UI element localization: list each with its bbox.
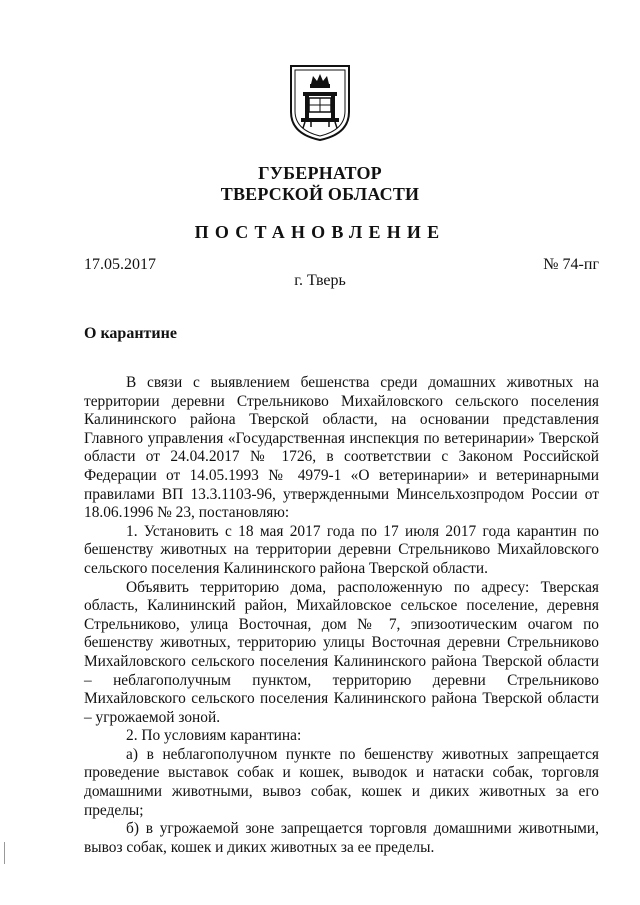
scan-margin-mark [4, 842, 5, 864]
document-number: № 74-пг [543, 256, 599, 273]
document-body [84, 374, 599, 857]
coat-of-arms-emblem [289, 64, 351, 142]
paragraph-declaration: Объявить территорию дома, расположенную по адресу: Тверская область, Калининский район, Михайловское сельское поселение, деревня Стрельниково, улица Восточная, дом № 7, эпизоотическим очагом по бешенству животных, территорию улицы Восточная деревни Стрельниково Михайловского сельского поселения Калининского района Тверской области – неблагополучным пунктом, территорию деревни Стрельниково Михайловского сельского поселения Калининского района Тверской области – угрожаемой зоной. [84, 578, 599, 726]
paragraph-item-2b: б) в угрожаемой зоне запрещается торговля домашними животными, вывоз собак, кошек и диких животных за ее пределы. [84, 820, 599, 856]
paragraph-item-2a: а) в неблагополучном пункте по бешенству животных запрещается проведение выставок собак и кошек, выводок и натаски собак, торговля домашними животными, вывоз собак, кошек и диких животных за его пределы; [84, 745, 599, 819]
issuer-title-line1: ГУБЕРНАТОР [258, 163, 382, 183]
issuer-title-line2: ТВЕРСКОЙ ОБЛАСТИ [220, 184, 420, 204]
document-date: 17.05.2017 [84, 256, 156, 273]
document-subject: О карантине [84, 325, 177, 342]
paragraph-item-1: 1. Установить с 18 мая 2017 года по 17 июля 2017 года карантин по бешенству животных на территории деревни Стрельниково Михайловского сельского поселения Калининского района Тверской области. [84, 522, 599, 577]
document-city: г. Тверь [294, 272, 346, 289]
paragraph-preamble: В связи с выявлением бешенства среди домашних животных на территории деревни Стрельниково Михайловского сельского поселения Калининского района Тверской области, на основании представления Главного управления «Государственная инспекция по ветеринарии» Тверской области от 24.04.2017 № 1726, в соответствии с Законом Российской Федерации от 14.05.1993 № 4979-1 «О ветеринарии» и ветеринарными правилами ВП 13.3.1103-96, утвержденными Минсельхозпродом России от 18.06.1996 № 23, постановляю: [84, 374, 599, 522]
paragraph-item-2: 2. По условиям карантина: [126, 727, 302, 745]
document-type: ПОСТАНОВЛЕНИЕ [194, 222, 446, 242]
